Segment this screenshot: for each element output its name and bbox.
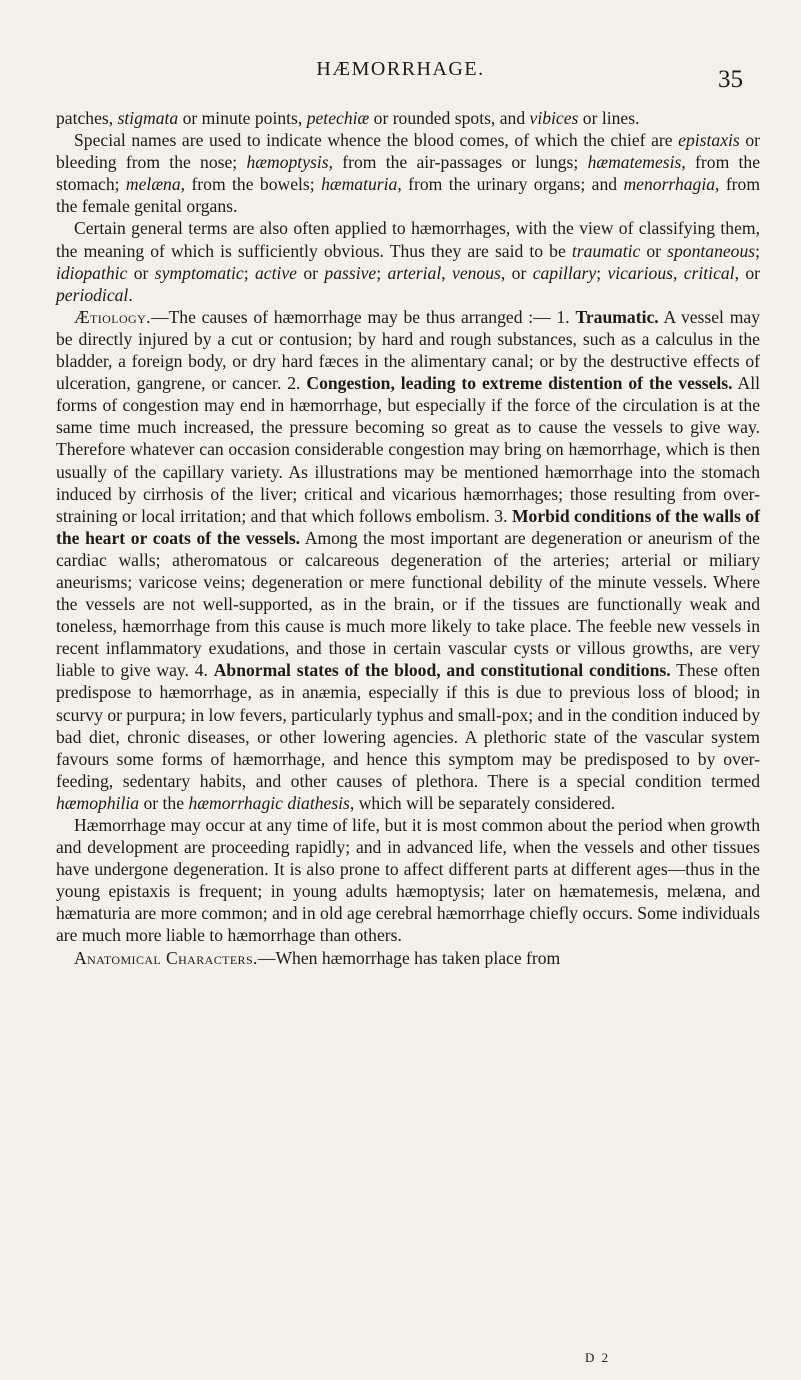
text-run: Among the most important are degeneration or aneurism of the cardiac walls; atheromatous or calcareous degeneration of the arteries; arterial or miliary aneurisms; varicose veins; degeneration or mere functional debility of the minute vessels. Where the vessels are not well-supported, as in the brain, or if the tissues are functionally weak and toneless, hæmorrhage from this cause is much more likely to take place. The feeble new vessels in recent inflammatory exudations, and those in certain vascular cysts or villous growths, are very liable to give way. 4. xyxy=(56,527,760,681)
text-run: , or xyxy=(734,262,761,283)
italic-term: active xyxy=(254,262,297,283)
text-run: . xyxy=(128,284,133,305)
text-run: A vessel may be directly injured by a cut or contusion; by hard and rough substances, such as a calculus in the bladder, a foreign body, or dry hard fæces in the alimentary canal; or by the destructive effects of ulceration, gangrene, or cancer. 2. xyxy=(56,306,760,394)
text-run: or xyxy=(640,240,668,261)
italic-term: hæmorrhagic diathesis xyxy=(188,792,350,813)
italic-term: melæna xyxy=(125,174,181,195)
italic-term: periodical xyxy=(56,284,129,305)
text-run: or lines. xyxy=(578,108,640,128)
text-run: , from the urinary organs; and xyxy=(397,174,624,195)
italic-term: hæmaturia xyxy=(321,174,398,195)
italic-term: capillary xyxy=(532,262,597,283)
paragraph-aetiology xyxy=(56,306,760,814)
text-run: , which will be separately considered. xyxy=(349,792,616,813)
text-run: —When hæmorrhage has taken place from xyxy=(257,947,561,968)
running-head xyxy=(0,58,801,93)
italic-term: venous xyxy=(452,262,501,283)
text-run: , xyxy=(441,262,453,283)
italic-term: spontaneous xyxy=(667,240,756,261)
italic-term: stigmata xyxy=(117,108,179,128)
bold-heading: Congestion, leading to extreme distention of the vessels. xyxy=(306,373,733,394)
bold-heading: Abnormal states of the blood, and constitutional conditions. xyxy=(213,660,671,681)
paragraph-special-names xyxy=(56,129,760,217)
italic-term: petechiæ xyxy=(306,108,370,128)
text-run: Certain general terms are also often applied to hæmorrhages, with the view of classifying them, the meaning of which is sufficiently obvious. Thus they are said to be xyxy=(56,218,760,261)
text-run: or xyxy=(127,262,155,283)
section-heading: Ætiology. xyxy=(74,306,151,327)
text-run: , or xyxy=(500,262,533,283)
text-run: ; xyxy=(755,240,760,261)
text-run: , from the bowels; xyxy=(180,174,322,195)
body-text xyxy=(56,107,760,969)
italic-term: idiopathic xyxy=(56,262,128,283)
italic-term: symptomatic xyxy=(154,262,244,283)
italic-term: critical xyxy=(683,262,735,283)
italic-term: hæmoptysis xyxy=(246,152,329,173)
text-run: Special names are used to indicate whence the blood comes, of which the chief are xyxy=(74,130,679,151)
paragraph-general-terms xyxy=(56,217,760,305)
bold-heading: Morbid conditions of the walls of the heart or coats of the vessels. xyxy=(56,505,760,548)
paragraph-stigmata xyxy=(56,107,760,129)
text-run: ; xyxy=(243,262,255,283)
text-run: ; xyxy=(596,262,608,283)
text-run: patches, xyxy=(56,108,118,128)
text-run: or rounded spots, and xyxy=(369,108,530,128)
text-run: All forms of congestion may end in hæmorrhage, but especially if the force of the circulation is at the same time much increased, the pressure becoming so great as to cause the vessels to give way. Therefore whatever can occasion considerable congestion may bring on hæmorrhage, which is then usually of the capillary variety. As illustrations may be mentioned hæmorrhage into the stomach induced by cirrhosis of the liver; critical and vicarious hæmorrhages; those resulting from over-straining or local irritation; and that which follows embolism. 3. xyxy=(56,373,760,526)
text-run: , from the stomach; xyxy=(56,152,761,195)
italic-term: arterial xyxy=(387,262,442,283)
italic-term: hæmatemesis xyxy=(587,152,682,173)
signature-mark: D 2 xyxy=(585,1350,611,1365)
italic-term: hæmophilia xyxy=(56,792,140,813)
text-run: —The causes of hæmorrhage may be thus arranged :— 1. xyxy=(150,306,576,327)
paragraph-anatomical xyxy=(56,947,760,969)
italic-term: vicarious xyxy=(607,262,673,283)
text-run: or bleeding from the nose; xyxy=(56,130,760,173)
italic-term: menorrhagia xyxy=(623,174,716,195)
paragraph-age xyxy=(56,814,760,947)
page-number: 35 xyxy=(718,66,743,93)
text-run: , from the female genital organs. xyxy=(56,174,761,217)
text-run: or the xyxy=(139,792,189,813)
text-run: ; xyxy=(376,262,388,283)
text-run: or minute points, xyxy=(178,108,307,128)
text-run: , from the air-passages or lungs; xyxy=(328,152,588,173)
text-run: , xyxy=(672,262,684,283)
text-run: These often predispose to hæmorrhage, as in anæmia, especially if this is due to previous loss of blood; in scurvy or purpura; in low fevers, particularly typhus and small-pox; and in the condition induced by bad diet, chronic diseases, or other lowering agencies. A plethoric state of the vascular system favours some forms of hæmorrhage, and hence this symptom may be predisposed to by over-feeding, sedentary habits, and other causes of plethora. There is a special condition termed xyxy=(56,660,761,791)
italic-term: epistaxis xyxy=(678,130,740,151)
italic-term: passive xyxy=(324,262,377,283)
text-run: or xyxy=(296,262,325,283)
italic-term: vibices xyxy=(529,108,579,128)
bold-heading: Traumatic. xyxy=(575,306,659,327)
italic-term: traumatic xyxy=(571,240,641,261)
text-run: Hæmorrhage may occur at any time of life, but it is most common about the period when growth and development are proceeding rapidly; and in advanced life, when the vessels and other tissues have undergone degeneration. It is also prone to affect different parts at different ages—thus in the young epistaxis is frequent; in young adults hæmoptysis; later on hæmatemesis, melæna, and hæmaturia are more common; and in old age cerebral hæmorrhage chiefly occurs. Some individuals are much more liable to hæmorrhage than others. xyxy=(56,815,760,946)
section-heading: Anatomical Characters. xyxy=(74,947,258,968)
running-title: HÆMORRHAGE. xyxy=(316,58,485,80)
